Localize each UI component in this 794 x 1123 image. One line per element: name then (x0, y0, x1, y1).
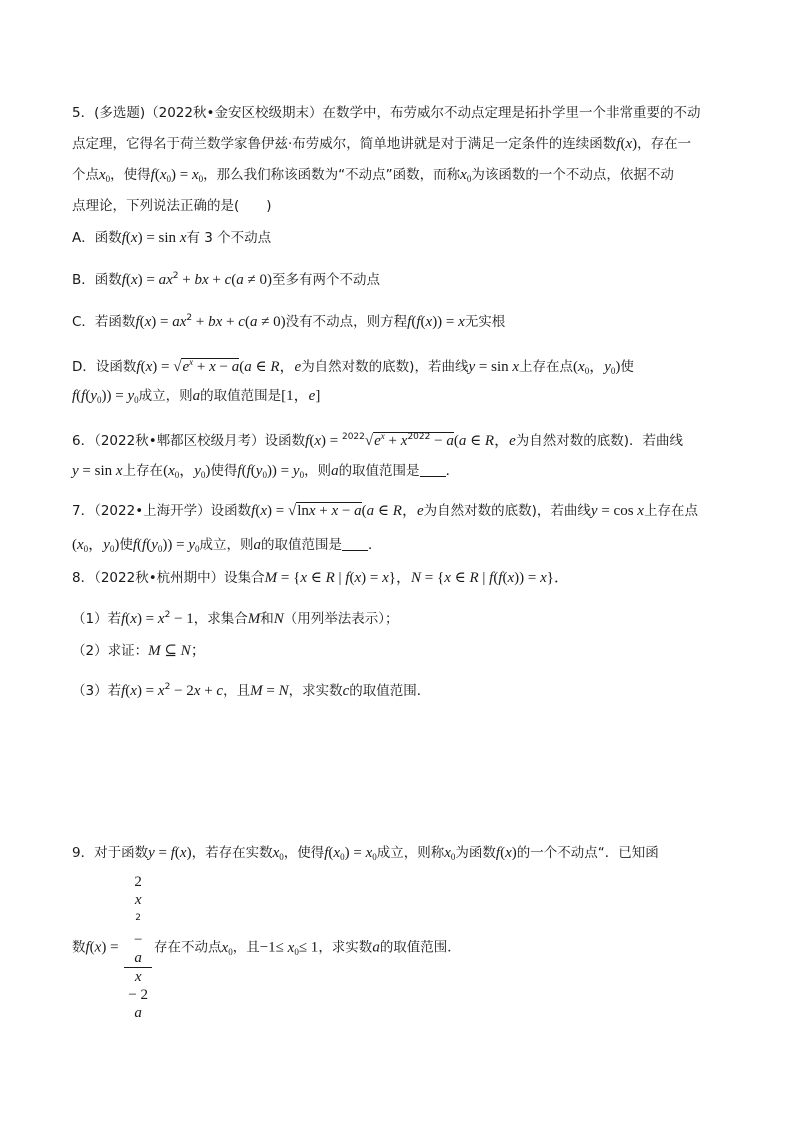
q5-line4: 点理论，下列说法正确的是( ) (72, 198, 272, 214)
q6-line1: 6．（2022秋•郫都区校级月考）设函数$f(x) = ^{2022}√e^x + x^{2022} - a(a$ ∈ R，e为自然对数的底数)．若曲线 (72, 431, 684, 449)
q8-label: 8．（2022秋•杭州期中） (72, 570, 225, 586)
q7-label: 7．（2022•上海开学） (72, 503, 211, 519)
q5-option-d-line1: D．设函数$f(x) = √e^x + x - a(a$ ∈ R，e为自然对数的底数)，若曲线y = sin x上存在点($x_0$，$y_0$)使 (72, 357, 634, 376)
q6-label: 6．（2022秋•郫都区校级月考） (72, 433, 265, 449)
q5-option-b: B．函数$f(x) = ax^2$ + bx + c(a ≠ 0)至多有两个不动点 (72, 271, 380, 288)
q7-line1: 7．（2022•上海开学）设函数f(x) = √lnx + x − a(a ∈ R，e为自然对数的底数)，若曲线y = cos x上存在点 (72, 503, 698, 519)
q8-line1: 8．（2022秋•杭州期中）设集合M = {x ∈ R | f(x) = x}，N = {x ∈ R | f(f(x)) = x}． (72, 570, 569, 586)
fraction: 2 x $^2$ − a x − 2 a (124, 873, 152, 1022)
q8-part2: （2）求证：M ⊆ N； (72, 643, 206, 659)
q5-option-a: A．函数f(x) = sin x有 3 个不动点 (72, 230, 272, 246)
q6-line2: y = sin x上存在($x_0$，$y_0$)使得$f(f(y_0)) = y_0$，则a的取值范围是 ． (72, 463, 460, 480)
q5-option-c: C．若函数$f(x) = ax^2$ + bx + c(a ≠ 0)没有不动点，则方程f(f(x)) = x无实根 (72, 313, 506, 330)
q8-part3: （3）若$f(x) = x^2 - 2x + c$，且M = N，求实数c的取值范围． (72, 682, 431, 699)
q8-part1: （1）若$f(x) = x^2 - 1$，求集合M和N（用列举法表示）； (72, 610, 399, 627)
q9-line2: 数f(x) = 2 x $^2$ − a x − 2 a 存在不动点$x_0$，且$-1\le x_0\le 1$，求实数a的取值范围． (72, 874, 461, 1021)
q5-label: 5．(多选题)（2022秋•金安区校级期末） (72, 105, 323, 121)
q7-line2: ($x_0$，$y_0$)使$f(f(y_0)) = y_0$成立，则a的取值范围是 ． (72, 537, 382, 554)
q9-line1: 9．对于函数y = f(x)，若存在实数$x_0$，使得$f(x_0) = x_0$成立，则称$x_0$为函数f(x)的一个不动点“．已知函 (72, 845, 659, 862)
q5-option-d-line2: $f(f(y_0)) = y_0$成立，则a的取值范围是[1，e] (72, 388, 321, 405)
q9-label: 9． (72, 845, 95, 861)
q5-line1: 5．(多选题)（2022秋•金安区校级期末）在数学中，布劳威尔不动点定理是拓扑学里一个非常重要的不动 (72, 105, 701, 121)
q5-line3: 个点$x_0$，使得$f(x_0) = x_0$，那么我们称该函数为“不动点”函数，而称$x_0$为该函数的一个不动点，依据不动 (72, 167, 674, 184)
q5-line2: 点定理，它得名于荷兰数学家鲁伊兹·布劳威尔，简单地讲就是对于满足一定条件的连续函数f(x)，存在一 (72, 136, 692, 152)
answer-blank (342, 536, 368, 551)
answer-blank (420, 462, 446, 477)
